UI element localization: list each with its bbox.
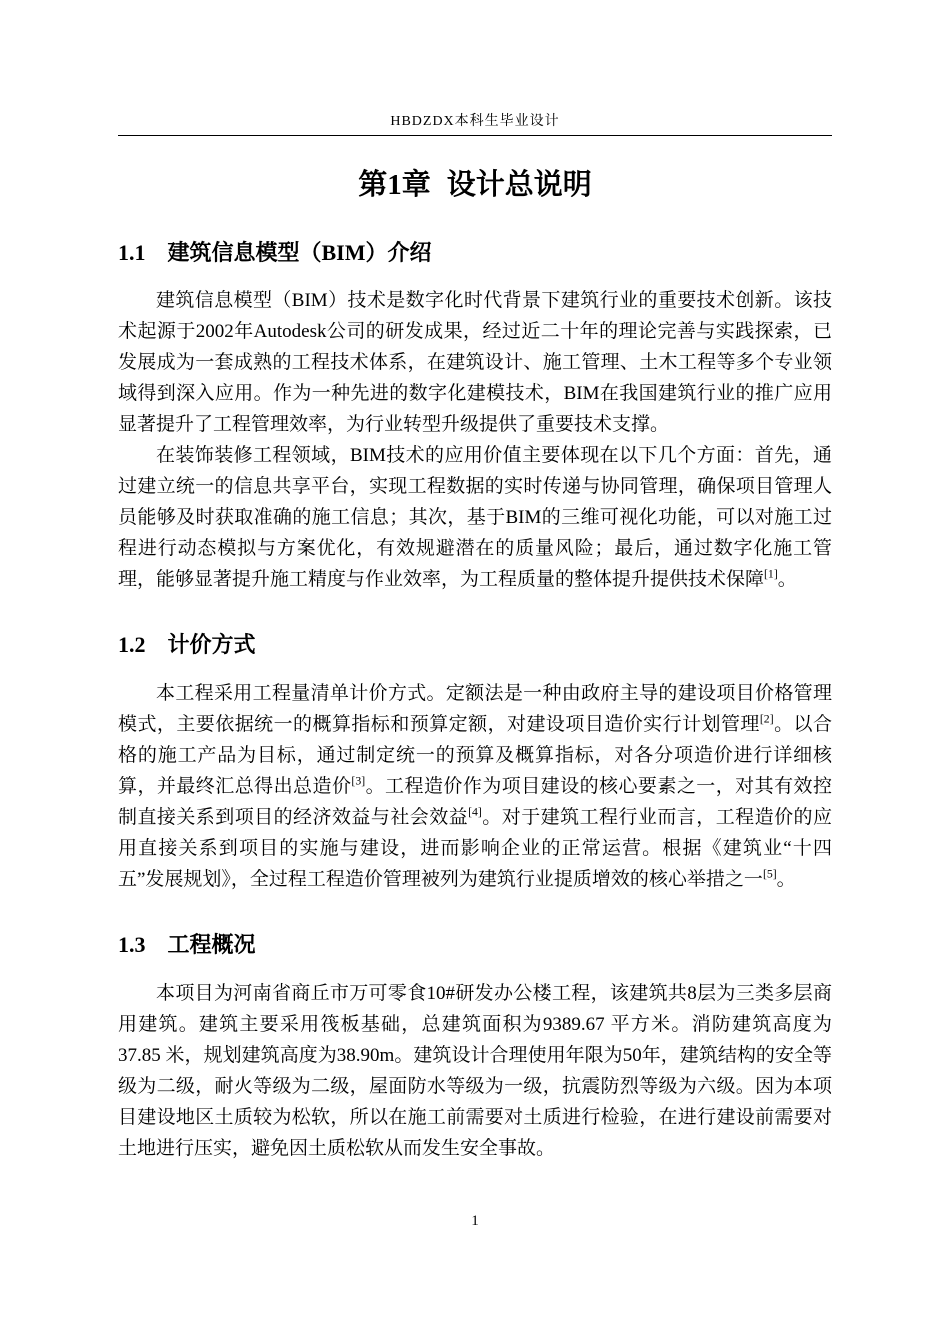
body-paragraph: 本项目为河南省商丘市万可零食10#研发办公楼工程，该建筑共8层为三类多层商用建筑。建筑主要采用筏板基础，总建筑面积为9389.67 平方米。消防建筑高度为37.85 米，规划建筑高度为38.90m。建筑设计合理使用年限为50年，建筑结构的安全等级为二级，耐火等级为二级，屋面防水等级为一级，抗震防烈等级为六级。因为本项目建设地区土质较为松软，所以在施工前需要对土质进行检验，在进行建设前需要对土地进行压实，避免因土质松软从而发生安全事故。 bbox=[118, 982, 832, 1159]
body-paragraph: 在装饰装修工程领域，BIM技术的应用价值主要体现在以下几个方面：首先，通过建立统一的信息共享平台，实现工程数据的实时传递与协同管理，确保项目管理人员能够及时获取准确的施工信息；其次，基于BIM的三维可视化功能，可以对施工过程进行动态模拟与方案优化，有效规避潜在的质量风险；最后，通过数字化施工管理，能够显著提升施工精度与作业效率，为工程质量的整体提升提供技术保障[1]。 bbox=[118, 445, 832, 591]
chapter-number: 第1章 bbox=[358, 169, 431, 201]
section-heading-1-1 bbox=[118, 239, 832, 268]
section-title: 建筑信息模型（BIM）介绍 bbox=[167, 239, 432, 265]
section-title: 工程概况 bbox=[167, 931, 256, 957]
section-title: 计价方式 bbox=[167, 632, 256, 658]
page-header bbox=[118, 0, 832, 136]
header-text: HBDZDX本科生毕业设计 bbox=[390, 114, 560, 129]
chapter-title-text: 设计总说明 bbox=[446, 169, 592, 201]
section-heading-1-3 bbox=[118, 931, 832, 960]
body-paragraph: 本工程采用工程量清单计价方式。定额法是一种由政府主导的建设项目价格管理模式，主要依据统一的概算指标和预算定额，对建设项目造价实行计划管理[2]。以合格的施工产品为目标，通过制定统一的预算及概算指标，对各分项造价进行详细核算，并最终汇总得出总造价[3]。工程造价作为项目建设的核心要素之一，对其有效控制直接关系到项目的经济效益与社会效益[4]。对于建筑工程行业而言，工程造价的应用直接关系到项目的实施与建设，进而影响企业的正常运营。根据《建筑业“十四五”发展规划》，全过程工程造价管理被列为建筑行业提质增效的核心举措之一[5]。 bbox=[118, 682, 832, 890]
section-number: 1.1 bbox=[118, 239, 146, 265]
page-number: 1 bbox=[471, 1213, 479, 1229]
section-number: 1.3 bbox=[118, 931, 146, 957]
body-paragraph: 建筑信息模型（BIM）技术是数字化时代背景下建筑行业的重要技术创新。该技术起源于2002年Autodesk公司的研发成果，经过近二十年的理论完善与实践探索，已发展成为一套成熟的工程技术体系，在建筑设计、施工管理、土木工程等多个专业领域得到深入应用。作为一种先进的数字化建模技术，BIM在我国建筑行业的推广应用显著提升了工程管理效率，为行业转型升级提供了重要技术支撑。 bbox=[118, 290, 832, 436]
chapter-title bbox=[118, 168, 832, 203]
section-heading-1-2 bbox=[118, 631, 832, 660]
section-number: 1.2 bbox=[118, 632, 146, 658]
